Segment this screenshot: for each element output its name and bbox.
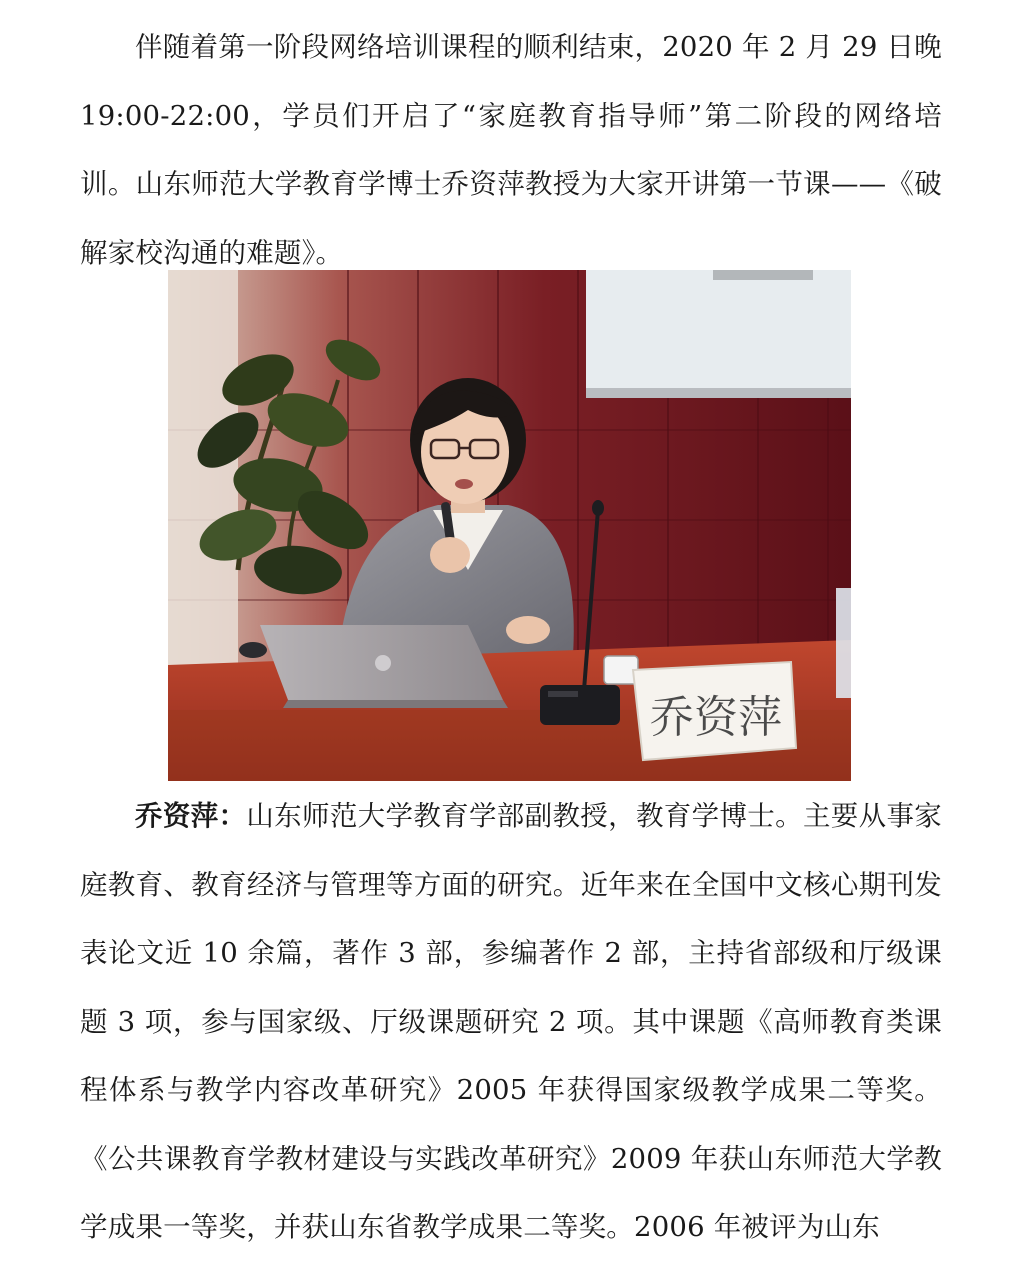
bio-paragraph <box>80 782 942 1262</box>
nameplate-label: 乔资萍 <box>650 692 782 743</box>
intro-paragraph: 伴随着第一阶段网络培训课程的顺利结束，2020 年 2 月 29 日晚 19:00-22:00，学员们开启了“家庭教育指导师”第二阶段的网络培训。山东师范大学教育学博士乔资萍教授为大家开讲第一节课——《破解家校沟通的难题》。 <box>80 31 942 269</box>
lecture-photo <box>168 270 851 781</box>
bio-name: 乔资萍： <box>135 800 247 832</box>
bio-text: 山东师范大学教育学部副教授，教育学博士。主要从事家庭教育、教育经济与管理等方面的研究。近年来在全国中文核心期刊发表论文近 10 余篇，著作 3 部，参编著作 2 部，主持省部级和厅级课题 3 项，参与国家级、厅级课题研究 2 项。其中课题《高师教育类课程体系与教学内容改革研究》2005 年获得国家级教学成果二等奖。《公共课教育学教材建设与实践改革研究》2009 年获山东师范大学教学成果一等奖，并获山东省教学成果二等奖。2006 年被评为山东 <box>80 800 942 1243</box>
